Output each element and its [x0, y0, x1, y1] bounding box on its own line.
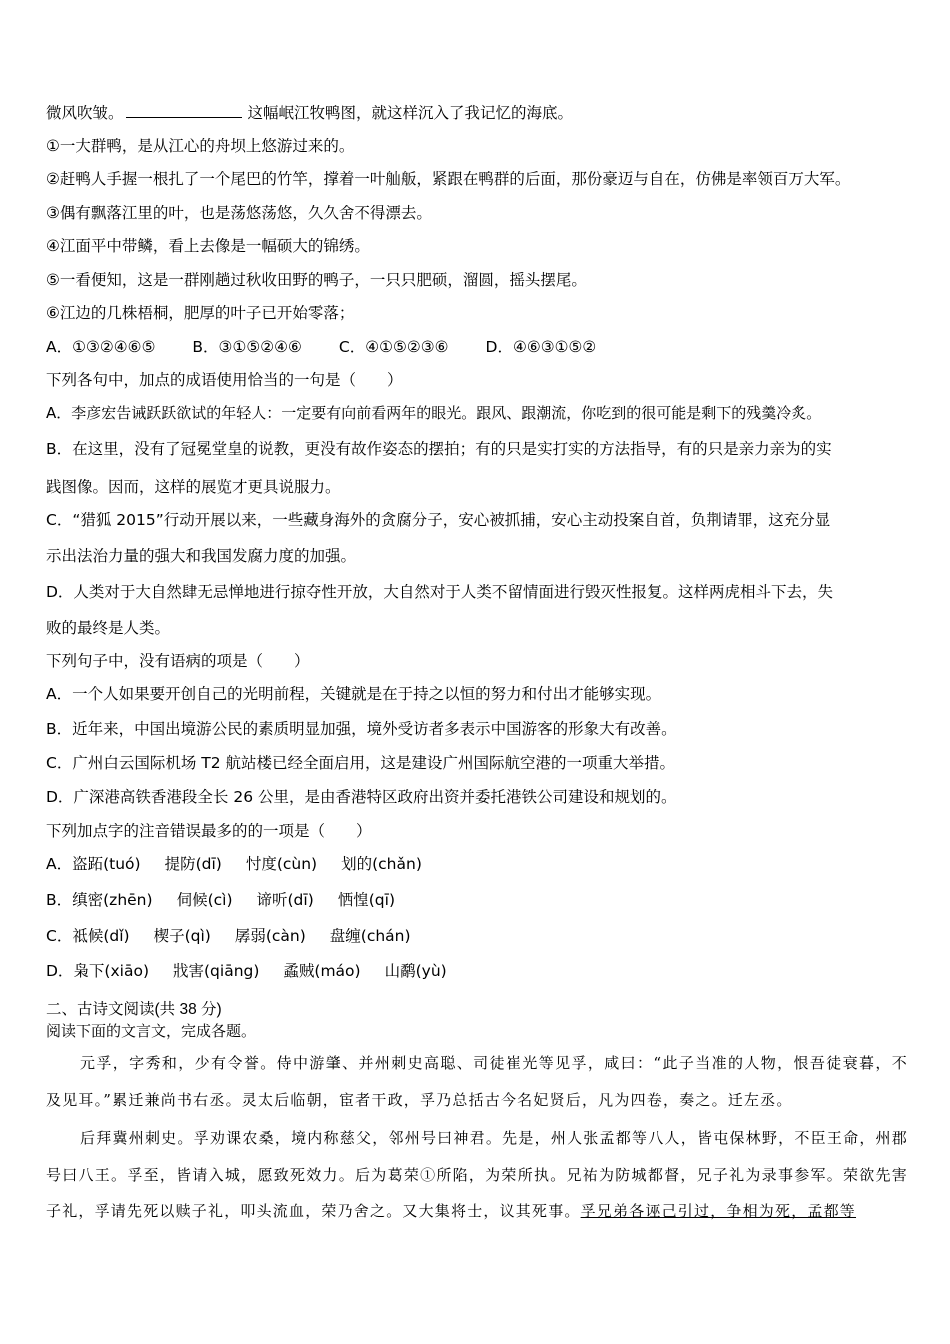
pinyin-item: 孱弱(càn) — [234, 927, 306, 945]
answer-blank — [126, 103, 242, 118]
idiom-option-c-line1: C．“猎狐 2015”行动开展以来，一些藏身海外的贪腐分子，安心被抓捕，安心主动投案自首，负荆请罪，这充分显 — [46, 511, 831, 529]
pinyin-item: 蟊贼(máo) — [283, 962, 361, 980]
order-sentence-5: ⑤一看便知，这是一群刚趟过秋收田野的鸭子，一只只肥硕，溜圆，摇头摆尾。 — [46, 271, 587, 289]
order-option-b: B．③①⑤②④⑥ — [192, 338, 302, 356]
pinyin-question-stem: 下列加点字的注音错误最多的的一项是（ ） — [46, 822, 372, 840]
grammar-option-a: A．一个人如果要开创自己的光明前程，关键就是在于持之以恒的努力和付出才能够实现。 — [46, 685, 662, 703]
pinyin-item: 恓惶(qī) — [337, 891, 395, 909]
classical-paragraph-2 — [46, 1120, 908, 1230]
pinyin-item: 楔子(qì) — [153, 927, 211, 945]
pinyin-item: 伺候(cì) — [176, 891, 233, 909]
order-intro — [46, 103, 916, 123]
idiom-option-d-line1: D．人类对于大自然肆无忌惮地进行掠夺性开放，大自然对于人类不留情面进行毁灭性报复。这样两虎相斗下去，失 — [46, 583, 833, 601]
pinyin-item: C．祗候(dǐ) — [46, 927, 130, 945]
pinyin-item: 划的(chǎn) — [341, 855, 422, 873]
pinyin-item: B．缜密(zhēn) — [46, 891, 153, 909]
pinyin-item: 山鹬(yù) — [384, 962, 447, 980]
pinyin-item: 忖度(cùn) — [245, 855, 318, 873]
pinyin-option-d — [46, 961, 916, 981]
idiom-option-d-line2: 败的最终是人类。 — [46, 619, 171, 637]
pinyin-item: D．枭下(xiāo) — [46, 962, 149, 980]
idiom-option-b-line1: B．在这里，没有了冠冕堂皇的说教，更没有故作姿态的摆拍；有的只是实打实的方法指导，有的只是亲力亲为的实 — [46, 440, 832, 458]
pinyin-item: 提防(dī) — [164, 855, 222, 873]
pinyin-item: 谛听(dī) — [256, 891, 314, 909]
pinyin-item: 盘缠(chán) — [329, 927, 411, 945]
idiom-option-a: A．李彦宏告诫跃跃欲试的年轻人：一定要有向前看两年的眼光。跟风、跟潮流，你吃到的很可能是剩下的残羹冷炙。 — [46, 404, 822, 422]
order-options — [46, 337, 916, 357]
order-sentence-1: ①一大群鸭，是从江心的舟坝上悠游过来的。 — [46, 137, 355, 155]
pinyin-item: A．盗跖(tuó) — [46, 855, 141, 873]
order-intro-start: 微风吹皱。 — [46, 104, 124, 122]
section-title: 二、古诗文阅读(共 38 分) — [46, 1001, 222, 1018]
pinyin-option-c — [46, 926, 916, 946]
section-instruction: 阅读下面的文言文，完成各题。 — [46, 1023, 257, 1040]
idiom-option-b-line2: 践图像。因而，这样的展览才更具说服力。 — [46, 478, 341, 496]
grammar-option-b: B．近年来，中国出境游公民的素质明显加强，境外受访者多表示中国游客的形象大有改善。 — [46, 720, 677, 738]
order-intro-end: 这幅岷江牧鸭图，就这样沉入了我记忆的海底。 — [247, 104, 574, 122]
idiom-option-c-line2: 示出法治力量的强大和我国发腐力度的加强。 — [46, 547, 357, 565]
grammar-question-stem: 下列句子中，没有语病的项是（ ） — [46, 652, 310, 670]
pinyin-item: 戕害(qiāng) — [173, 962, 260, 980]
order-option-c: C．④①⑤②③⑥ — [338, 338, 449, 356]
grammar-option-d: D．广深港高铁香港段全长 26 公里，是由香港特区政府出资并委托港铁公司建设和规划的。 — [46, 788, 677, 806]
order-sentence-3: ③偶有飘落江里的叶，也是荡悠荡悠，久久舍不得漂去。 — [46, 204, 432, 222]
grammar-option-c: C．广州白云国际机场 T2 航站楼已经全面启用，这是建设广州国际航空港的一项重大举措。 — [46, 754, 676, 772]
order-option-d: D．④⑥③①⑤② — [485, 338, 597, 356]
idiom-question-stem: 下列各句中，加点的成语使用恰当的一句是（ ） — [46, 371, 403, 389]
classical-paragraph-1: 元孚，字秀和，少有令誉。侍中游肇、并州刺史高聪、司徒崔光等见孚，咸曰：“此子当准的人物，恨吾徒衰暮，不及见耳。”累迁兼尚书右丞。灵太后临朝，宦者干政，孚乃总括古今名妃贤后，凡为四卷，奏之。迁左丞。 — [46, 1054, 908, 1109]
underlined-sentence: 孚兄弟各诬己引过，争相为死，孟都等 — [580, 1202, 857, 1220]
pinyin-option-a — [46, 854, 916, 874]
order-sentence-6: ⑥江边的几株梧桐，肥厚的叶子已开始零落； — [46, 304, 355, 322]
pinyin-option-b — [46, 890, 916, 910]
order-sentence-4: ④江面平中带鳞，看上去像是一幅硕大的锦绣。 — [46, 237, 370, 255]
order-sentence-2: ②赶鸭人手握一根扎了一个尾巴的竹竿，撑着一叶舢舨，紧跟在鸭群的后面，那份豪迈与自在，仿佛是率领百万大军。 — [46, 170, 851, 188]
classical-paragraph-2-text: 后拜冀州刺史。孚劝课农桑，境内称慈父，邻州号曰神君。先是，州人张孟都等八人，皆屯保林野，不臣王命，州郡号曰八王。孚至，皆请入城，愿致死效力。后为葛荣①所陷，为荣所执。兄祐为防城都督，兄子礼为录事参军。荣欲先害子礼，孚请先死以赎子礼，叩头流血，荣乃舍之。又大集将士，议其死事。 — [46, 1129, 908, 1220]
order-option-a: A．①③②④⑥⑤ — [46, 338, 156, 356]
